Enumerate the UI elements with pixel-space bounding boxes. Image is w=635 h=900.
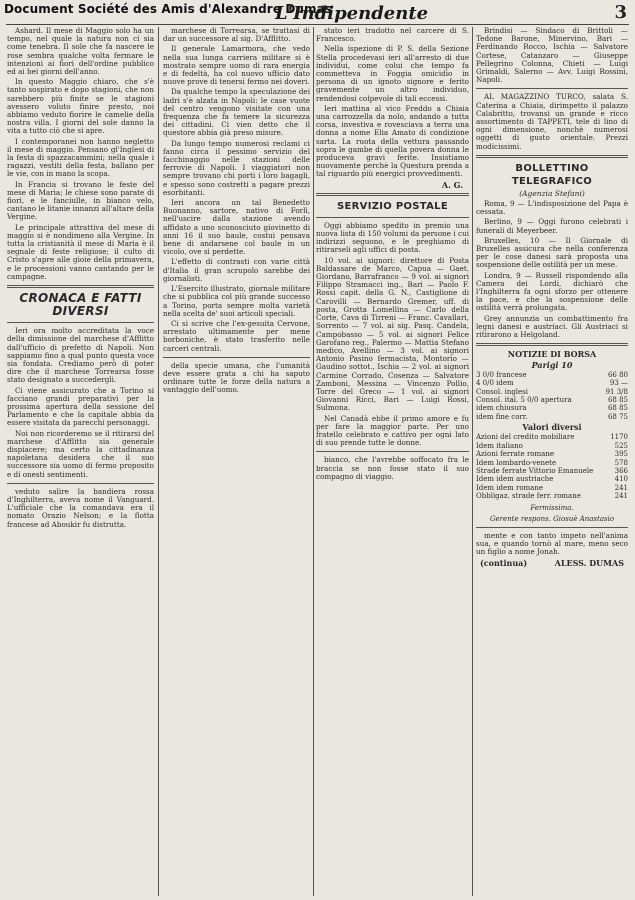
- article-paragraph: 10 vol. ai signori: direttore di Posta Baldassare de Marco, Capua — Gaet. Giordano, Barrafranco — 9 vol. ai signori Filippo Stramacci ing., Bari — Paolo F. Rossi capit. della G. N., Castiglione di Carovilli — Bernardo Gremer, uff. di posta, Grotta Lomellina — Carlo della Corte, Cava di Tirreni — Franc. Cavallari, Sorrento — 7 vol. ai sig. Pasq. Candela, Campobasso — 5 vol. ai signori Felice Garofano reg., Palermo — Mattia Stefano medico, Avellino — 3 vol. ai signori Antonio Pasino fermacista, Montorio — Gaudino sottot., Ischia — 2 vol. ai signori Carmine Corrado, Cosenza — Salvatore Zamboni, Messina — Vincenzo Pollio, Torre del Greco — 1 vol. ai signori Giovanni Ricci, Bari — Luigi Rossi, Sulmona.: [316, 255, 469, 413]
- column-1: [7, 27, 154, 896]
- page-number: 3: [614, 2, 627, 23]
- bourse-table: [476, 371, 628, 421]
- bourse-value: 68 85: [607, 395, 628, 404]
- article-paragraph: Da lungo tempo numerosi reclami ci fanno circa il pessimo servizio del facchinaggio nelle stazioni delle ferrovie di Napoli. I viaggiatori non sempre trovano chi porti i loro bagagli, e spesso sono costretti a pagare prezzi esorbitanti.: [163, 138, 310, 197]
- telegram-paragraph: Grey annunzia un combattimento fra legni danesi e austriaci. Gli Austriaci si ritirarono a Helgoland.: [476, 313, 628, 340]
- column-3: [316, 27, 469, 896]
- table-row: [476, 379, 628, 387]
- value-label: Obbligaz. strade ferr. romane: [476, 492, 581, 501]
- section-heading-bollettino: BOLLETTINO TELEGRAFICO: [511, 162, 593, 187]
- article-paragraph: Ieri ancora un tal Benedetto Buonanno, sartore, nativo di Forlì, nell'uscire dalla stazione avendo affidato a uno sconosciuto giovinetto di anni 16 il suo baule, costui pensava bene di andarsene col baule in un vicolo, ove si perdette.: [163, 198, 310, 257]
- watermark: Document Société des Amis d'Alexandre Dumas: [4, 2, 333, 16]
- value-amount: 366: [614, 466, 628, 475]
- value-amount: 395: [614, 450, 628, 459]
- author-signature: ALESS. DUMAS: [554, 557, 624, 568]
- advertisement-paragraph: AL MAGAZZINO TURCO, salata S. Caterina a Chiaia, dirimpetto il palazzo Calabritto, trovansi un grande e ricco assortimento di TAPPETI, tele di lino di ogni dimensione, nonchè numerosi oggetti di gusto orientale. Prezzi modicissimi.: [476, 92, 628, 151]
- table-row: [476, 450, 628, 458]
- column-divider: [472, 27, 473, 896]
- article-paragraph: Il generale Lamarmora, che vedo nella sua lunga carriera militare si è mostrato sempre uomo di rara energia e di fedeltà, ha col nuovo ufficio dato nuove prove di tenersi fermo nei doveri.: [163, 44, 310, 87]
- bourse-value: 68 85: [607, 404, 628, 413]
- bourse-value: 68 75: [607, 412, 628, 421]
- table-row: [476, 459, 628, 467]
- bourse-label: Consol. inglesi: [476, 387, 529, 396]
- bourse-label: idem fine corr.: [476, 412, 528, 421]
- values-table: [476, 433, 628, 500]
- table-row: [476, 413, 628, 421]
- column-divider: [158, 27, 159, 896]
- header-rule: [6, 24, 629, 25]
- article-paragraph: Da qualche tempo la speculazione dei ladri s'è alzata in Napoli: le case vuote del centro vengono visitate con una frequenza che fa temere la sicurezza dei cittadini. Ci vien detto che il questore abbia già preso misure.: [163, 87, 310, 138]
- table-row: [476, 371, 628, 379]
- article-paragraph: I contemporanei non hanno negletto il mese di maggio. Pensano gl'Inglesi di la festa di spazzacammini; nella quale i ragazzi, vestiti della festa, ballano per le vie, con in mano la scopa.: [7, 136, 154, 179]
- article-paragraph: Nel Canadà ebbe il primo amore e fu per fare la maggior parte. Per uno fratello celebrato e cattivo per ogni lato di suo prende tutte le donne.: [316, 413, 469, 448]
- value-amount: 578: [614, 458, 628, 467]
- section-separator: [316, 451, 469, 452]
- section-separator: [163, 357, 310, 358]
- telegram-paragraph: Roma, 9 — L'indisposizione del Papa è cessata.: [476, 199, 628, 217]
- table-row: [476, 492, 628, 500]
- article-paragraph: bianco, che l'avrebbe soffocato fra le braccia se non fosse stato il suo compagno di viaggio.: [316, 455, 469, 481]
- article-paragraph: L'effetto di contrasti con varie città d'Italia il gran scrupolo sarebbe dei giornalisti.: [163, 257, 310, 283]
- article-paragraph: marchese di Torrearsa, se trattasi di dar un successore al sig. D'Afflitto.: [163, 27, 310, 44]
- table-row: [476, 475, 628, 483]
- values-heading: Valori diversi: [522, 422, 582, 433]
- table-row: [476, 433, 628, 441]
- table-row: [476, 442, 628, 450]
- table-row: [476, 467, 628, 475]
- value-amount: 241: [614, 483, 628, 492]
- section-separator: [316, 217, 469, 218]
- continua-label: (continua): [480, 557, 528, 568]
- article-paragraph: L'Esercito illustrato, giornale militare che si pubblica col più grande successo a Torino, porta sempre molta varietà nella scelta de' suoi articoli speciali.: [163, 284, 310, 318]
- article-paragraph: Ieri mattina al vico Freddo a Chiaia una carrozzella da nolo, andando a tutta corsa, investiva e rovesciava a terra una donna a nome Elia Amato di condizione sarta. La ruota della vettura passando sopra le gambe di quella povera donna le produceva gravi ferite. Insistiamo nuovamente perchè la Questura prenda a tal riguardo più energici provvedimenti.: [316, 103, 469, 179]
- bulletin-subtitle: (Agenzia Stefani): [519, 188, 585, 198]
- bourse-value: 93 —: [609, 379, 628, 388]
- bourse-value: 91 3/8: [605, 387, 628, 396]
- masthead-title: L'Indipendente: [275, 3, 429, 24]
- article-paragraph: Ci si scrive che l'ex-gesuita Cervone, arrestato ultimamente per mene borboniche, è stato trasferito nelle carceri centrali.: [163, 318, 310, 353]
- table-row: [476, 484, 628, 492]
- telegram-paragraph: Berlino, 9 — Oggi furono celebrati i funerali di Meyerbeer.: [476, 217, 628, 235]
- section-separator: [476, 343, 628, 346]
- article-paragraph: Nella ispezione di P. S. della Sezione Stella procedevasi ieri all'arresto di due individui, come colui che tempo fa commetteva in Foggia omicidio in persona di un ignoto signore e ferito gravemente un altro individuo, rendendosi colpevole di tali eccessi.: [316, 44, 469, 103]
- article-paragraph: Noi non ricorderemo se il ritirarsi del marchese d'Afflitto sia generale dispiacere; ma certo la cittadinanza napoletana desidera che il suo successore sia uomo di fermo proposito e di onesti sentimenti.: [7, 428, 154, 479]
- article-paragraph: stato ieri tradotto nel carcere di S. Francesco.: [316, 27, 469, 44]
- article-paragraph: Ieri ora molto accreditata la voce della dimissione del marchese d'Afflitto dall'ufficio di prefetto di Napoli. Non sappiamo fino a qual punto questa voce sia fondata. Crediamo però di poter dire che il marchese Torrearsa fosse stato designato a succedergli.: [7, 326, 154, 385]
- article-paragraph: della specie umana, che l'umanità deve essere grata a chi ha saputo ordinare tutte le forze della natura a vantaggio dell'uomo.: [163, 360, 310, 395]
- bourse-heading: NOTIZIE DI BORSA: [507, 349, 597, 360]
- value-amount: 525: [614, 441, 628, 450]
- article-paragraph: Ci viene assicurato che a Torino si facciano grandi preparativi per la prossima apertura della sessione del Parlamento e che la capitale abbia da essere visitata da parecchi personaggi.: [7, 385, 154, 428]
- value-label: Idem italiano: [476, 441, 523, 450]
- section-heading-cronaca: CRONACA E FATTI DIVERSI: [19, 291, 142, 319]
- gerente-line: Gerente respons. Giosuè Anastasio: [489, 514, 615, 523]
- telegram-paragraph: Bruxelles, 10 — Il Giornale di Bruxelles assicura che nella conferenza per le cose danesi sarà proposta una sospensione delle ostilità per un mese.: [476, 235, 628, 270]
- table-row: [476, 396, 628, 404]
- value-label: Azioni del credito mobiliare: [476, 433, 575, 442]
- table-row: [476, 404, 628, 412]
- section-separator: [316, 193, 469, 196]
- article-signature-row: [480, 559, 624, 567]
- page-header: [0, 0, 635, 24]
- value-label: Idem idem austriache: [476, 475, 554, 484]
- table-row: [476, 388, 628, 396]
- section-separator: [7, 483, 154, 484]
- value-label: Strade ferrate Vittorio Emanuele: [476, 466, 594, 475]
- article-paragraph: Ashard. Il mese di Maggio solo ha un tempo, nel quale la natura non ci sia come tenebra. Il sole che fa nascere le rose sembra qualche volta fermare le intenzioni ai fiori dell'ordine pubblico ed ai bei giorni dell'anno.: [7, 27, 154, 77]
- bourse-value: 66 80: [607, 370, 628, 379]
- section-separator: [7, 322, 154, 323]
- value-label: Idem idem romane: [476, 483, 543, 492]
- bourse-label: Consol. ital. 5 0/0 apertura: [476, 395, 572, 404]
- value-amount: 410: [614, 475, 628, 484]
- section-separator: [7, 285, 154, 288]
- telegram-paragraph: Londra, 9 — Russell rispondendo alla Camera dei Lordi, dichiarò che l'Inghilterra fa ogni sforzo per ottenere la pace, e che la sospensione delle ostilità verrà prolungata.: [476, 270, 628, 313]
- section-separator: [476, 155, 628, 158]
- article-paragraph: Le principale attrattiva del mese di maggio si è nondimeno alla Vergine. In tutta la cristianità il mese di Maria è il segnale di feste religiose; il culto di Cristo s'apre alle gioie della primavera, e le processioni vanno cantando per le campagne.: [7, 222, 154, 281]
- article-signature: A. G.: [441, 179, 463, 190]
- value-amount: 1170: [610, 433, 628, 442]
- article-paragraph: In questo Maggio chiaro, che s'è tanto sospirato e dopo stagioni, che non sarebbero più finite se le stagioni avessero voluto finire presto, noi abbiamo veduto fiorire le camelie della nostra villa. I giorni del sole danno la vita a tutto ciò che si apre.: [7, 77, 154, 136]
- value-label: Azioni ferrate romane: [476, 450, 554, 459]
- column-2: [163, 27, 310, 896]
- article-paragraph: veduto salire la bandiera rossa d'Inghilterra, aveva nome il Vanguard. L'ufficiale che la comandava era il nomato Orazio Nelson; e la flotta francese ad Aboukir fu distrutta.: [7, 486, 154, 529]
- bourse-note: Fermissima.: [530, 503, 574, 512]
- section-heading-servizio-postale: SERVIZIO POSTALE: [337, 200, 448, 212]
- bourse-label: idem chiusura: [476, 404, 527, 413]
- section-separator: [476, 527, 628, 528]
- value-amount: 241: [614, 492, 628, 501]
- bourse-subheading: Parigi 10: [531, 359, 573, 370]
- article-paragraph: Brindisi — Sindaco di Brittoli — Tedone Barone, Minervino, Bari — Ferdinando Rocco, Ischia — Salvatore Cortese, Catanzaro — Giuseppe Pellegrino Colonna, Chieti — Luigi Grimaldi, Salerno — Avv. Luigi Rossini, Napoli.: [476, 27, 628, 85]
- bourse-label: 4 0/0 idem: [476, 379, 514, 388]
- section-separator: [476, 88, 628, 89]
- article-paragraph: mente e con tanto impeto nell'anima sua, e quando tornò al mare, meno seco un figlio a nome Jonah.: [476, 531, 628, 557]
- value-label: Idem lombardo-venete: [476, 458, 557, 467]
- column-4: [476, 27, 628, 896]
- column-divider: [313, 27, 314, 896]
- article-paragraph: Oggi abbiamo spedito in premio una nuova lista di 150 volumi da persone i cui indirizzi seguono, e le preghiamo di ritirarseli agli uffici di posta.: [316, 220, 469, 255]
- bourse-label: 3 0/0 francese: [476, 370, 527, 379]
- article-paragraph: In Francia si trovano le feste del mese di Maria; le chiese sono parate di fiori, e le fanciulle, in bianco velo, cantano le litanie innanzi all'altare della Vergine.: [7, 179, 154, 222]
